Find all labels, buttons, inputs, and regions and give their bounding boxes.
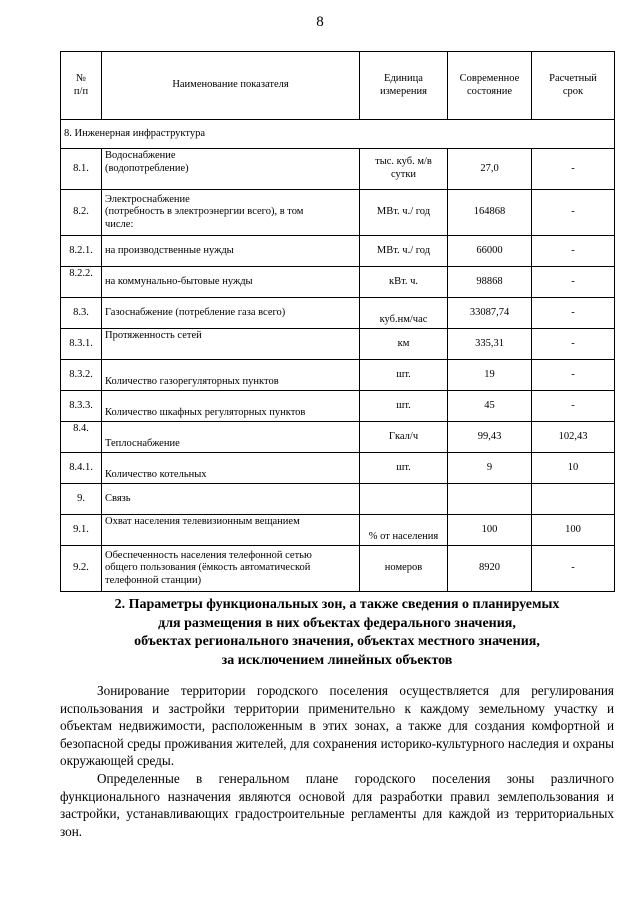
row-unit: % от населения xyxy=(360,515,448,546)
heading-line: 2. Параметры функциональных зон, а также сведения о планируемых xyxy=(114,597,560,612)
table-row xyxy=(61,190,615,236)
row-current: 33087,74 xyxy=(448,298,532,329)
row-name: Теплоснабжение xyxy=(102,422,360,453)
table-row xyxy=(61,298,615,329)
row-num: 8.3. xyxy=(61,298,102,329)
table-row xyxy=(61,149,615,190)
row-name: Электроснабжение (потребность в электроэнергии всего), в том числе: xyxy=(102,190,360,236)
row-unit: шт. xyxy=(360,360,448,391)
row-current: 45 xyxy=(448,391,532,422)
row-unit: шт. xyxy=(360,453,448,484)
row-current: 8920 xyxy=(448,546,532,592)
row-unit: км xyxy=(360,329,448,360)
row-num: 8.4.1. xyxy=(61,453,102,484)
header-calc: Расчетный срок xyxy=(532,52,615,120)
row-unit: номеров xyxy=(360,546,448,592)
row-calc: - xyxy=(532,298,615,329)
row-num: 8.2. xyxy=(61,190,102,236)
table-row xyxy=(61,267,615,298)
row-current: 98868 xyxy=(448,267,532,298)
row-current: 164868 xyxy=(448,190,532,236)
row-current: 100 xyxy=(448,515,532,546)
section-heading xyxy=(60,596,614,670)
page-number: 8 xyxy=(316,14,324,30)
row-unit: шт. xyxy=(360,391,448,422)
header-current: Современное состояние xyxy=(448,52,532,120)
row-name: на коммунально-бытовые нужды xyxy=(102,267,360,298)
heading-line: для размещения в них объектах федерального значения, xyxy=(158,615,516,631)
table-row xyxy=(61,329,615,360)
row-num: 8.4. xyxy=(61,422,102,453)
table-row xyxy=(61,391,615,422)
row-current: 19 xyxy=(448,360,532,391)
row-num: 8.2.1. xyxy=(61,236,102,267)
row-name: Протяженность сетей xyxy=(102,329,360,360)
row-current: 66000 xyxy=(448,236,532,267)
table-row xyxy=(61,360,615,391)
row-unit: тыс. куб. м/в сутки xyxy=(360,149,448,190)
row-calc: - xyxy=(532,329,615,360)
row-calc: - xyxy=(532,236,615,267)
row-num: 8.2.2. xyxy=(61,267,102,298)
row-current: 27,0 xyxy=(448,149,532,190)
row-calc: 10 xyxy=(532,453,615,484)
table-header-row xyxy=(61,52,615,120)
row-name: Связь xyxy=(102,484,360,515)
row-calc xyxy=(532,484,615,515)
indicators-table xyxy=(60,51,615,592)
table-row xyxy=(61,515,615,546)
row-calc: - xyxy=(532,391,615,422)
header-unit: Единица измерения xyxy=(360,52,448,120)
row-name: Количество газорегуляторных пунктов xyxy=(102,360,360,391)
table-row xyxy=(61,236,615,267)
header-num: № п/п xyxy=(61,52,102,120)
row-num: 8.3.1. xyxy=(61,329,102,360)
row-name: Количество котельных xyxy=(102,453,360,484)
row-current: 9 xyxy=(448,453,532,484)
header-name: Наименование показателя xyxy=(102,52,360,120)
section-row xyxy=(61,120,615,149)
row-name: на производственные нужды xyxy=(102,236,360,267)
row-calc: - xyxy=(532,267,615,298)
row-unit: МВт. ч./ год xyxy=(360,236,448,267)
table-row xyxy=(61,422,615,453)
row-num: 8.1. xyxy=(61,149,102,190)
row-calc: - xyxy=(532,149,615,190)
body-text xyxy=(60,682,614,840)
paragraph-zones: Определенные в генеральном плане городского поселения зоны различного функционального назначения являются основой для разработки правил землепользования и застройки, устанавливающих градостроительные регламенты для каждой из территориальных зон. xyxy=(60,770,614,839)
table-row xyxy=(61,546,615,592)
section-title: 8. Инженерная инфраструктура xyxy=(61,120,615,149)
row-name: Охват населения телевизионным вещанием xyxy=(102,515,360,546)
row-name: Количество шкафных регуляторных пунктов xyxy=(102,391,360,422)
row-num: 8.3.2. xyxy=(61,360,102,391)
row-unit: куб.нм/час xyxy=(360,298,448,329)
row-num: 9.2. xyxy=(61,546,102,592)
row-current: 99,43 xyxy=(448,422,532,453)
row-unit: Гкал/ч xyxy=(360,422,448,453)
row-name: Газоснабжение (потребление газа всего) xyxy=(102,298,360,329)
row-name: Водоснабжение (водопотребление) xyxy=(102,149,360,190)
row-calc: - xyxy=(532,546,615,592)
row-calc: 100 xyxy=(532,515,615,546)
row-current xyxy=(448,484,532,515)
row-calc: - xyxy=(532,360,615,391)
row-unit: кВт. ч. xyxy=(360,267,448,298)
table-row xyxy=(61,484,615,515)
row-unit xyxy=(360,484,448,515)
row-num: 9.1. xyxy=(61,515,102,546)
row-unit: МВт. ч./ год xyxy=(360,190,448,236)
row-calc: 102,43 xyxy=(532,422,615,453)
row-name: Обеспеченность населения телефонной сетью общего пользования (ёмкость автоматической телефонной станции) xyxy=(102,546,360,592)
row-current: 335,31 xyxy=(448,329,532,360)
row-num: 8.3.3. xyxy=(61,391,102,422)
heading-line: объектах регионального значения, объектах местного значения, xyxy=(134,634,540,649)
table-row xyxy=(61,453,615,484)
row-calc: - xyxy=(532,190,615,236)
heading-line: за исключением линейных объектов xyxy=(221,652,453,668)
paragraph-zoning: Зонирование территории городского поселения осуществляется для регулирования использования и застройки территории применительно к каждому земельному участку и объектам недвижимости, расположенным в этих зонах, а также для создания комфортной и безопасной среды проживания жителей, для сохранения историко-культурного наследия и охраны окружающей среды. xyxy=(60,683,614,769)
row-num: 9. xyxy=(61,484,102,515)
